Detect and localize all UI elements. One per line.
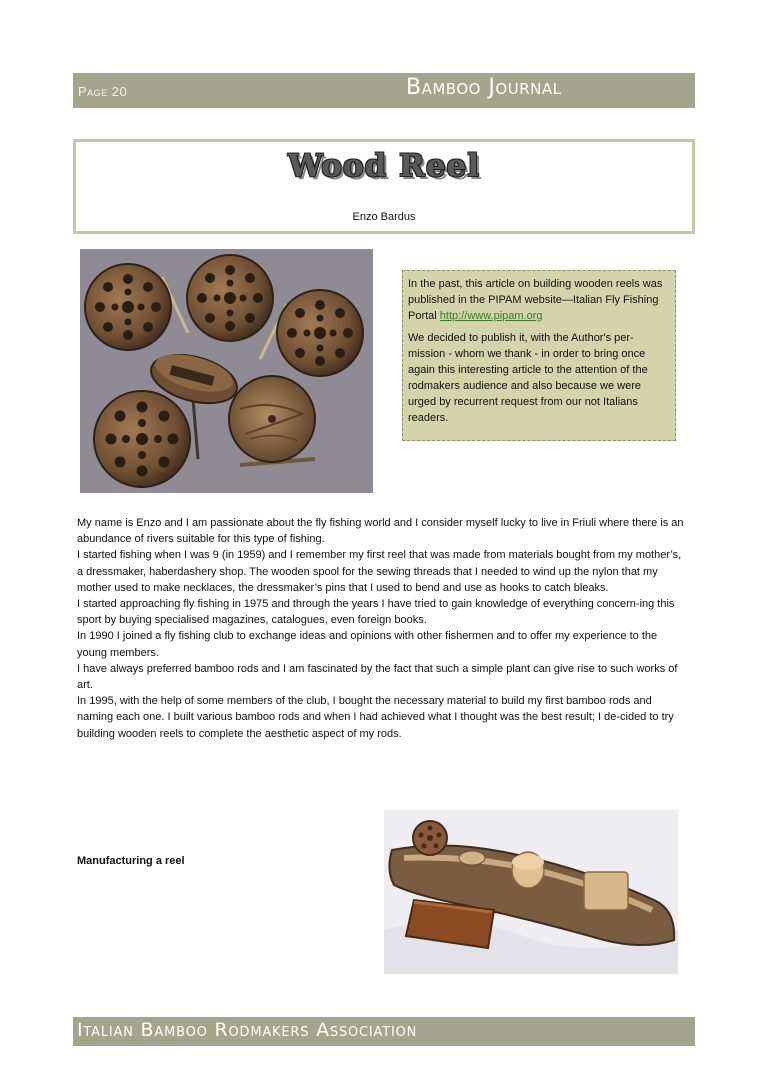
- pipam-link[interactable]: http://www.pipam.org: [439, 310, 543, 322]
- callout-text: In the past, this article on building wooden reels was published in the PIPAM website—Italian Fly Fishing Portal: [408, 278, 663, 322]
- header-bar: [73, 73, 695, 108]
- body-paragraph: I started approaching fly fishing in 1975 and through the years I have tried to gain knowledge of everything concern-ing this sport by buying specialised magazines, catalogues, even foreign books.: [77, 598, 675, 627]
- callout-paragraph-2: We decided to publish it, with the Author's per-mission - whom we thank - in order to bring once again this interesting article to the attention of the rodmakers audience and also because we were urged by recurrent request from our not Italians readers.: [408, 332, 648, 424]
- association-name: Italian Bamboo Rodmakers Association: [77, 1019, 418, 1041]
- callout-paragraph-1: [408, 276, 670, 324]
- intro-callout: [402, 270, 676, 441]
- body-paragraph: I started fishing when I was 9 (in 1959) and I remember my first reel that was made from materials bought from my mother’s, a dressmaker, haberdashery shop. The wooden spool for the sewing threads that I needed to wind up the nylon that my mother used to make necklaces, the dressmaker’s pins that I used to bend and use as hooks to catch bleaks.: [77, 549, 682, 594]
- article-title: Wood Reel: [287, 148, 481, 184]
- article-author: Enzo Bardus: [352, 211, 416, 223]
- body-paragraph: In 1995, with the help of some members of the club, I bought the necessary material to build my first bamboo rods and naming each one. I built various bamboo rods and when I had achieved what I thought was the best result; I de-cided to try building wooden reels to complete the aesthetic aspect of my rods.: [77, 695, 674, 740]
- page-number: Page 20: [78, 84, 128, 99]
- reel-parts-image: [384, 810, 678, 974]
- section-heading: Manufacturing a reel: [77, 855, 185, 867]
- title-box: [73, 139, 695, 234]
- body-paragraph: In 1990 I joined a fly fishing club to exchange ideas and opinions with other fishermen and to offer my experience to the young members.: [77, 630, 658, 659]
- journal-title: Bamboo Journal: [406, 75, 562, 100]
- body-paragraph: My name is Enzo and I am passionate about the fly fishing world and I consider myself lucky to live in Friuli where there is an abundance of rivers suitable for this type of fishing.: [77, 517, 684, 546]
- wooden-reels-photo: [80, 249, 373, 493]
- wooden-reels-image: [80, 249, 373, 493]
- body-paragraph: I have always preferred bamboo rods and I am fascinated by the fact that such a simple plant can give rise to such works of art.: [77, 662, 678, 692]
- article-body: [77, 515, 687, 742]
- reel-manufacturing-photo: [384, 810, 678, 974]
- footer-bar: [73, 1017, 695, 1046]
